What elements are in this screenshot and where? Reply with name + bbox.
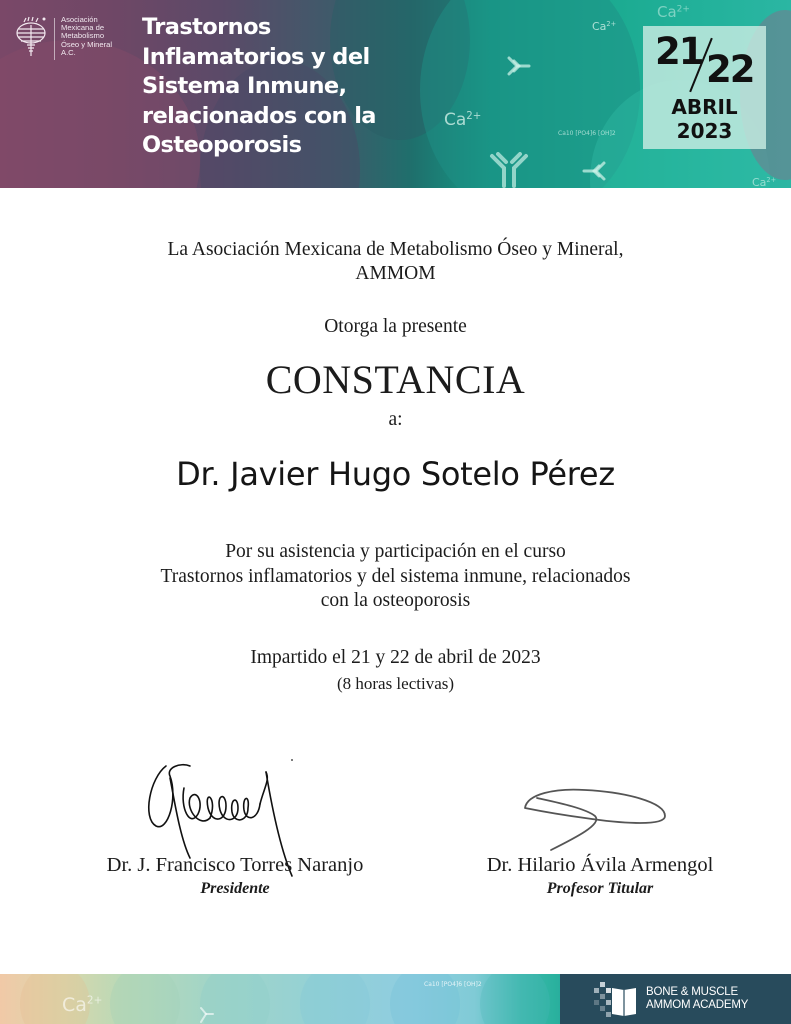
signer-president [74, 852, 396, 900]
ion-symbol: Ca [752, 176, 767, 188]
header-banner [0, 0, 791, 188]
calcium-ion-label [752, 176, 776, 188]
signature-professor [515, 782, 675, 852]
ion-symbol: Ca [62, 994, 87, 1016]
grants-text: Otorga la presente [324, 316, 467, 337]
title-line: relacionados con la [142, 102, 376, 129]
antibody-icon [582, 160, 608, 184]
issuer-name: La Asociación Mexicana de Metabolismo Óseo y Mineral, [167, 239, 624, 260]
footer-banner [0, 974, 791, 1024]
date-year: 2023 [676, 119, 733, 143]
decor-shape [480, 974, 550, 1024]
antibody-icon [488, 152, 530, 188]
hours-text: (8 horas lectivas) [336, 674, 455, 693]
decor-shape [300, 974, 370, 1024]
calcium-ion-label [62, 994, 102, 1016]
ion-charge: 2+ [466, 110, 482, 122]
logo-line: Metabolismo [61, 31, 105, 41]
calcium-ion-label [592, 20, 616, 33]
calcium-ion-label [657, 3, 690, 21]
logo-line: A.C. [61, 47, 76, 57]
ion-charge: 2+ [676, 4, 690, 15]
signer-name: Dr. Hilario Ávila Armengol [486, 854, 714, 876]
date-day-start: 21 [655, 30, 703, 73]
ion-charge: 2+ [86, 994, 103, 1007]
date-month: ABRIL [671, 95, 738, 119]
issuer [0, 238, 791, 286]
issuer-acronym: AMMOM [355, 263, 436, 284]
calcium-ion-label [444, 110, 481, 130]
decor-shape [110, 974, 180, 1024]
logo-line: Asociación [61, 15, 98, 24]
ion-charge: 2+ [606, 20, 617, 29]
ion-symbol: Ca [592, 20, 607, 33]
reason-line: con la osteoporosis [320, 590, 471, 611]
given-date-text: Impartido el 21 y 22 de abril de 2023 [250, 647, 541, 668]
signer-role: Presidente [200, 880, 270, 897]
reason-line: Trastornos inflamatorios y del sistema inmune, relacionados [160, 565, 631, 587]
logo-text [61, 16, 112, 57]
document-type-heading: CONSTANCIA [265, 357, 526, 402]
hydroxyapatite-formula: Ca10 [PO4]6 [OH]2 [558, 130, 616, 137]
hydroxyapatite-formula: Ca10 [PO4]6 [OH]2 [424, 981, 482, 988]
academy-line: BONE & MUSCLE [646, 986, 738, 998]
logo-divider [54, 18, 55, 60]
logo-line: Mexicana de [61, 23, 105, 33]
to-text: a: [388, 409, 403, 430]
ion-symbol: Ca [657, 3, 677, 21]
reason-line: Por su asistencia y participación en el curso [225, 541, 566, 562]
course-title [142, 13, 442, 161]
ammom-logo-icon [14, 16, 48, 60]
academy-badge [560, 974, 791, 1024]
event-date-box [643, 26, 766, 149]
recipient-name: Dr. Javier Hugo Sotelo Pérez [176, 455, 615, 493]
title-line: Osteoporosis [142, 132, 302, 158]
date-day-end: 22 [706, 48, 754, 91]
signer-professor [455, 852, 745, 900]
ion-symbol: Ca [444, 110, 467, 130]
title-line: Sistema Inmune, [142, 73, 347, 99]
reason-text [0, 540, 791, 614]
book-pixel-icon [592, 980, 640, 1020]
antibody-icon [505, 55, 531, 79]
academy-name [646, 986, 748, 1012]
antibody-icon [198, 1006, 214, 1024]
title-line: Inflamatorios y del [142, 43, 370, 70]
title-line: Trastornos [142, 14, 271, 40]
organization-logo [14, 16, 112, 60]
logo-line: Óseo y Mineral [61, 39, 113, 49]
academy-line: AMMOM ACADEMY [646, 999, 749, 1011]
signer-role: Profesor Titular [546, 880, 654, 897]
ion-charge: 2+ [766, 176, 777, 185]
signer-name: Dr. J. Francisco Torres Naranjo [106, 854, 364, 876]
